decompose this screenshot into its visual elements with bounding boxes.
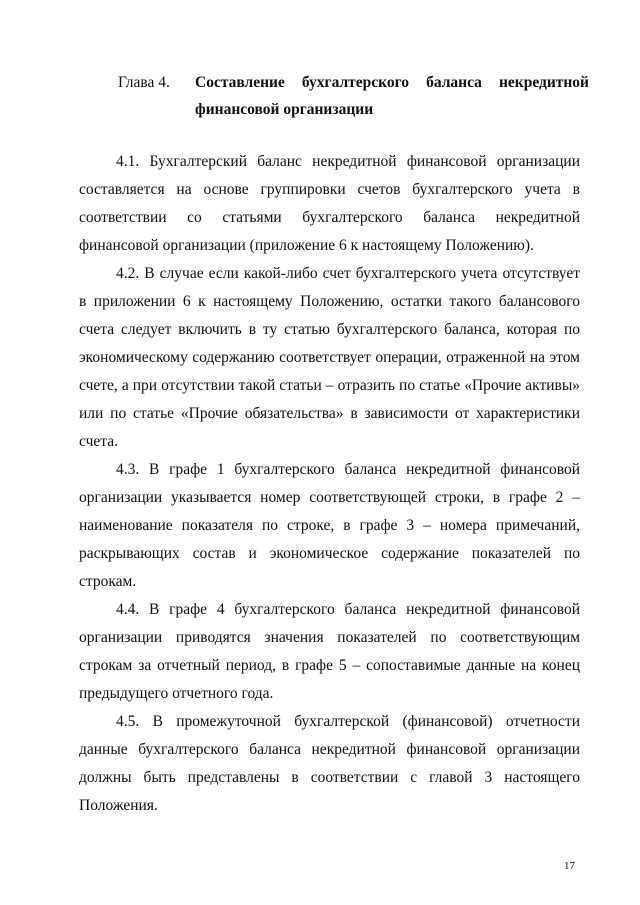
chapter-title (195, 69, 589, 123)
chapter-title-word: некредитной (498, 74, 589, 91)
chapter-title-word: Составление (195, 74, 285, 91)
chapter-title-line1 (195, 69, 589, 96)
page-number: 17 (564, 860, 575, 872)
chapter-label: Глава 4. (118, 74, 170, 91)
paragraph-4-2: 4.2. В случае если какой-либо счет бухгалтерского учета отсутствует в приложении 6 к настоящему Положению, остатки такого балансового счета следует включить в ту статью бухгалтерского баланса, которая по экономическому содержанию соответствует операции, отраженной на этом счете, а при отсутствии такой статьи – отразить по статье «Прочие активы» или по статье «Прочие обязательства» в зависимости от характеристики счета. (79, 265, 580, 450)
paragraph-4-4: 4.4. В графе 4 бухгалтерского баланса некредитной финансовой организации приводятся значения показателей по соответствующим строкам за отчетный период, в графе 5 – сопоставимые данные на конец предыдущего отчетного года. (79, 601, 580, 702)
chapter-title-line2: финансовой организации (195, 101, 374, 118)
paragraph-4-1: 4.1. Бухгалтерский баланс некредитной финансовой организации составляется на основе группировки счетов бухгалтерского учета в соответствии со статьями бухгалтерского баланса некредитной финансовой организации (приложение 6 к настоящему Положению). (79, 153, 580, 254)
chapter-title-word: баланса (426, 74, 482, 91)
body-text (79, 148, 580, 820)
chapter-title-word: бухгалтерского (301, 74, 410, 91)
paragraph-4-3: 4.3. В графе 1 бухгалтерского баланса некредитной финансовой организации указывается номер соответствующей строки, в графе 2 – наименование показателя по строке, в графе 3 – номера примечаний, раскрывающих состав и экономическое содержание показателей по строкам. (79, 461, 580, 590)
paragraph-4-5: 4.5. В промежуточной бухгалтерской (финансовой) отчетности данные бухгалтерского баланса некредитной финансовой организации должны быть представлены в соответствии с главой 3 настоящего Положения. (79, 713, 580, 814)
